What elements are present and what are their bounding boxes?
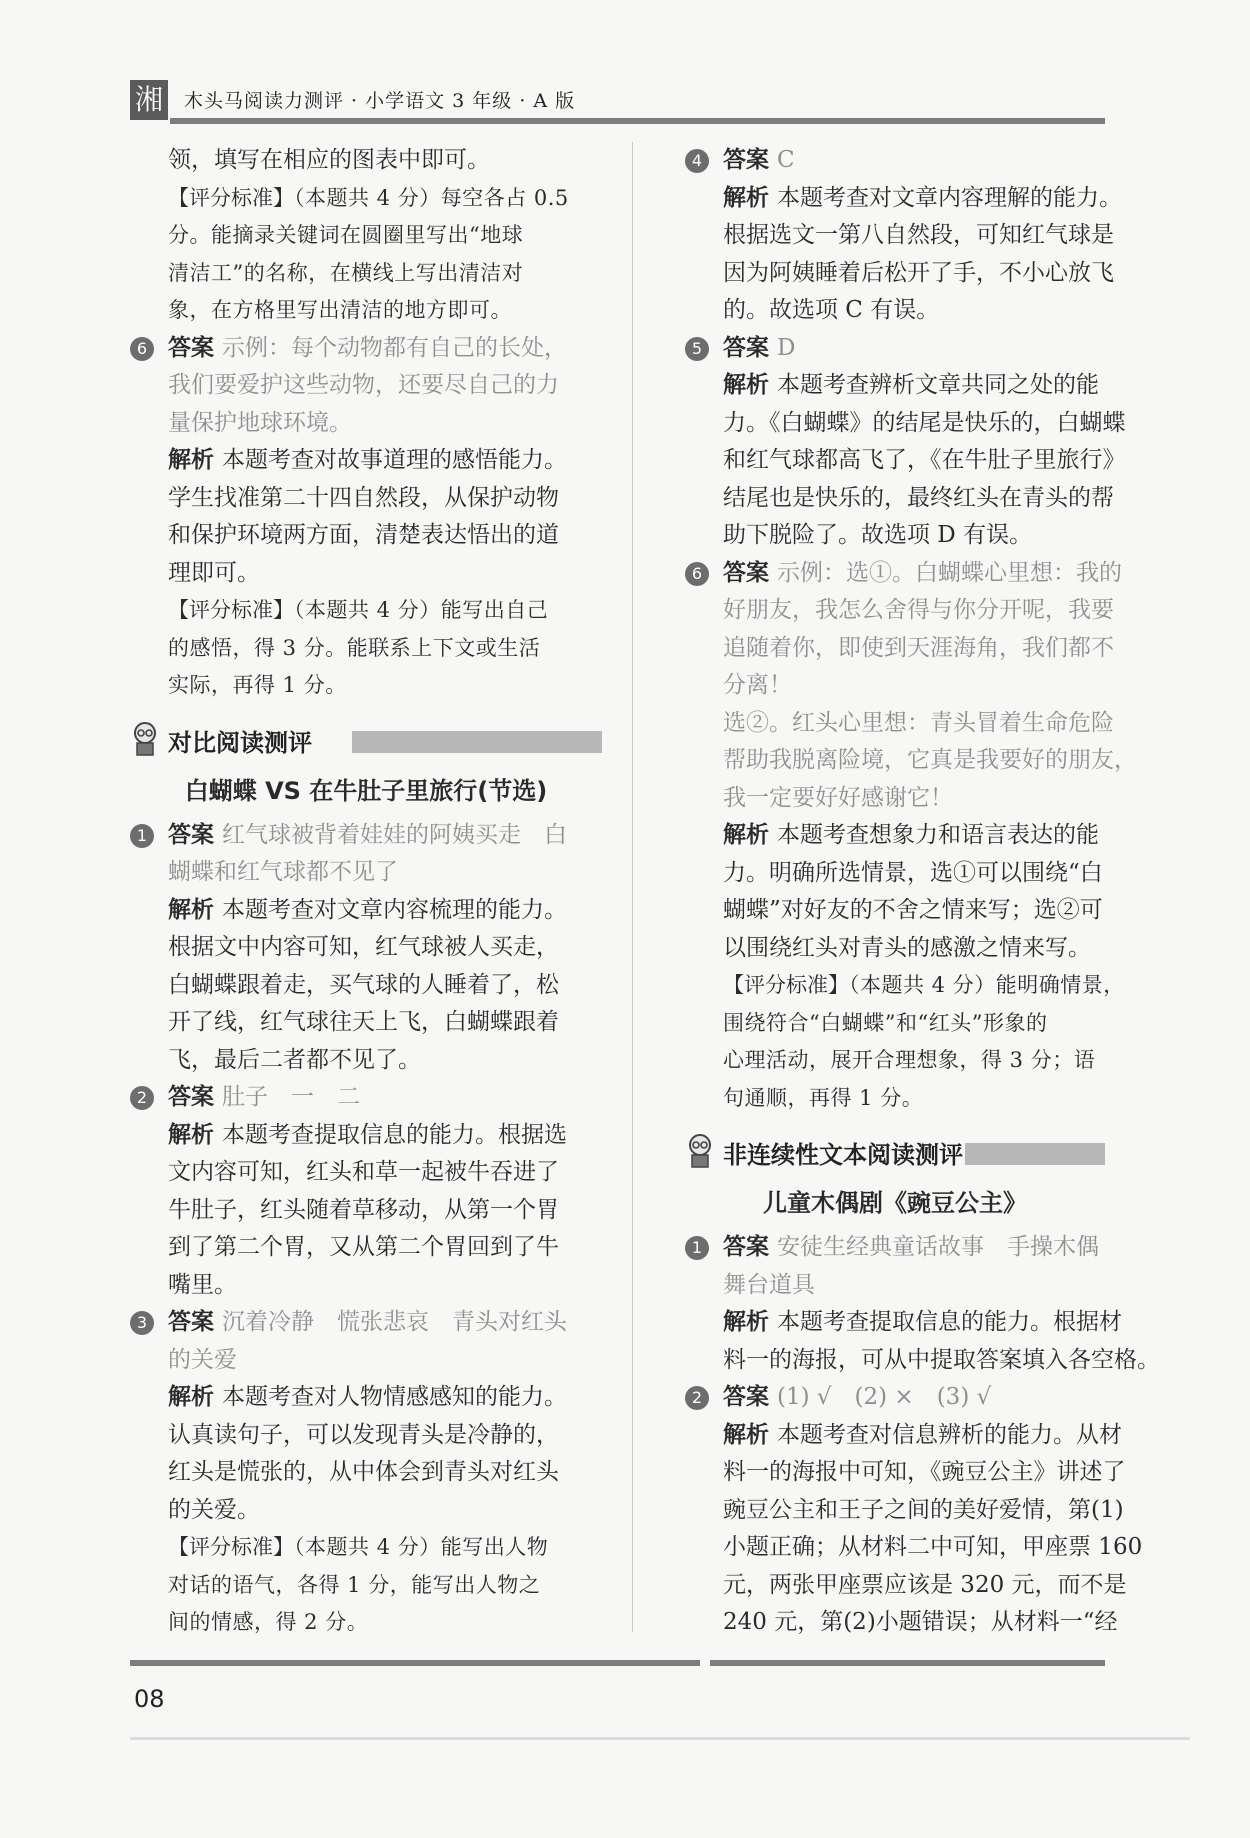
question-number-badge: 6 (685, 562, 709, 586)
analysis-line: 根据文中内容可知，红气球被人买走， (168, 934, 559, 960)
analysis-line (685, 817, 1105, 855)
analysis-line: 元，两张甲座票应该是 320 元，而不是 (723, 1571, 1127, 1598)
analysis-line: 以围绕红头对青头的感激之情来写。 (723, 934, 1091, 961)
analysis-line: 嘴里。 (168, 1271, 237, 1298)
analysis-label: 解析 (168, 1121, 214, 1148)
analysis-text: 本题考查提取信息的能力。根据材 (777, 1309, 1122, 1335)
header-rule (170, 118, 1105, 124)
standard-line: 句通顺，再得 1 分。 (723, 1085, 924, 1110)
section-header (685, 1131, 1105, 1175)
question-number-badge: 1 (685, 1236, 709, 1260)
standard-label: 【评分标准】 (168, 185, 294, 210)
analysis-line: 助下脱险了。故选项 D 有误。 (723, 522, 1033, 548)
answer-line (130, 330, 602, 368)
analysis-line: 牛肚子，红头随着草移动，从第一个胃 (168, 1196, 559, 1223)
answer-line (685, 1229, 1105, 1267)
analysis-line: 到了第二个胃，又从第二个胃回到了牛 (168, 1234, 559, 1260)
page-edge (130, 1737, 1190, 1740)
answer-text: 沉着冷静 慌张悲哀 青头对红头 (222, 1309, 567, 1335)
analysis-line: 根据选文一第八自然段，可知红气球是 (723, 222, 1114, 248)
section-title: 非连续性文本阅读测评 (723, 1141, 963, 1169)
analysis-line: 的。故选项 C 有误。 (723, 297, 940, 323)
standard-line: 清洁工”的名称，在横线上写出清洁对 (168, 260, 524, 285)
question-6-right (685, 555, 1137, 1118)
answer-line: 分离！ (723, 672, 792, 698)
answer-line (130, 1304, 602, 1342)
analysis-line: 豌豆公主和王子之间的美好爱情，第(1) (723, 1496, 1124, 1523)
question-number-badge: 6 (130, 337, 154, 361)
analysis-line (130, 1117, 602, 1155)
left-column (130, 142, 602, 1642)
analysis-line: 小题正确；从材料二中可知，甲座票 160 (723, 1534, 1143, 1560)
standard-line: 实际，再得 1 分。 (168, 673, 347, 697)
standard-label: 【评分标准】 (168, 598, 294, 622)
question-number-badge: 1 (130, 824, 154, 848)
answer-line: 舞台道具 (723, 1271, 815, 1298)
analysis-line: 文内容可知，红头和草一起被牛吞进了 (168, 1159, 559, 1185)
answer-text: 安徒生经典童话故事 手操木偶 (777, 1234, 1099, 1260)
answer-text: 红气球被背着娃娃的阿姨买走 白 (222, 821, 567, 848)
question-number-badge: 2 (130, 1086, 154, 1110)
question-6 (130, 330, 602, 705)
analysis-line (685, 180, 1122, 218)
analysis-line: 认真读句子，可以发现青头是冷静的， (168, 1421, 559, 1448)
analysis-line: 理即可。 (168, 559, 260, 586)
standard-text: （本题共 4 分）能写出自己 (294, 598, 549, 622)
footer-rule (130, 1660, 700, 1666)
analysis-line: 开了线，红气球往天上飞，白蝴蝶跟着 (168, 1009, 559, 1035)
analysis-line: 白蝴蝶跟着走，买气球的人睡着了，松 (168, 971, 559, 998)
answer-label: 答案 (723, 1234, 769, 1260)
answer-line: 好朋友，我怎么舍得与你分开呢，我要 (723, 597, 1114, 623)
analysis-line (685, 1417, 1122, 1455)
analysis-text: 本题考查辨析文章共同之处的能 (777, 372, 1099, 398)
analysis-line: 的关爱。 (168, 1496, 260, 1523)
answer-text: 示例：每个动物都有自己的长处， (222, 334, 567, 361)
analysis-text: 本题考查对文章内容梳理的能力。 (222, 896, 567, 923)
answer-line: 我一定要好好感谢它！ (723, 784, 953, 811)
analysis-text: 本题考查对人物情感感知的能力。 (222, 1384, 567, 1410)
section-bar (965, 1143, 1105, 1165)
answer-line: 量保护地球环境。 (168, 409, 352, 436)
answer-line (685, 555, 1122, 593)
standard-line: 象，在方格里写出清洁的地方即可。 (168, 298, 512, 322)
analysis-text: 本题考查对故事道理的感悟能力。 (222, 447, 567, 473)
analysis-text: 本题考查对信息辨析的能力。从材 (777, 1421, 1122, 1448)
question-5 (685, 330, 1126, 555)
standard-line: 间的情感，得 2 分。 (168, 1610, 369, 1634)
text-line: 领，填写在相应的图表中即可。 (168, 147, 490, 173)
footer-rule (710, 1660, 1105, 1666)
analysis-text: 本题考查提取信息的能力。根据选 (222, 1121, 567, 1148)
analysis-label: 解析 (723, 822, 769, 848)
answer-line: 我们要爱护这些动物，还要尽自己的力 (168, 372, 559, 398)
question-n2 (685, 1379, 1143, 1642)
standard-label: 【评分标准】 (168, 1535, 294, 1559)
answer-label: 答案 (723, 334, 769, 361)
analysis-label: 解析 (723, 1421, 769, 1448)
answer-line (685, 1379, 1105, 1417)
analysis-text: 本题考查对文章内容理解的能力。 (777, 184, 1122, 211)
answer-text: (1) √ (2) × (3) √ (777, 1384, 992, 1410)
question-1 (130, 817, 602, 1080)
standard-text: （本题共 4 分）能写出人物 (294, 1535, 549, 1559)
analysis-line: 料一的海报，可从中提取答案填入各空格。 (723, 1346, 1160, 1373)
standard-line (685, 967, 1125, 1005)
analysis-line (130, 442, 602, 480)
standard-line: 心理活动，展开合理想象，得 3 分；语 (723, 1048, 1096, 1072)
standard-line (130, 180, 602, 218)
answer-line (685, 142, 1105, 180)
analysis-label: 解析 (723, 184, 769, 211)
header-title: 木头马阅读力测评 · 小学语文 3 年级 · A 版 (184, 90, 576, 112)
question-number-badge: 2 (685, 1386, 709, 1410)
answer-label: 答案 (723, 559, 769, 586)
analysis-line: 和保护环境两方面，清楚表达悟出的道 (168, 522, 559, 548)
page-number: 08 (134, 1685, 165, 1713)
standard-label: 【评分标准】 (723, 973, 849, 997)
reader-mascot-icon (685, 1133, 715, 1169)
answer-line (130, 817, 602, 855)
answer-label: 答案 (168, 1084, 214, 1110)
analysis-line: 240 元，第(2)小题错误；从材料一“经 (723, 1609, 1118, 1635)
question-number-badge: 3 (130, 1311, 154, 1335)
analysis-line (130, 892, 602, 930)
answer-label: 答案 (168, 821, 214, 848)
standard-line (130, 592, 602, 630)
standard-line: 分。能摘录关键词在圆圈里写出“地球 (168, 223, 524, 247)
answer-line: 追随着你，即使到天涯海角，我们都不 (723, 634, 1114, 661)
answer-line: 的关爱 (168, 1346, 237, 1373)
analysis-label: 解析 (168, 896, 214, 923)
question-4 (685, 142, 1122, 330)
article-title: 白蝴蝶 VS 在牛肚子里旅行(节选) (184, 776, 548, 805)
article-title: 儿童木偶剧《豌豆公主》 (763, 1189, 1027, 1217)
answer-label: 答案 (168, 334, 214, 361)
answer-text: C (777, 147, 795, 173)
analysis-line: 蝴蝶”对好友的不舍之情来写；选②可 (723, 897, 1103, 923)
standard-text: （本题共 4 分）每空各占 0.5 (294, 185, 569, 210)
analysis-line: 料一的海报中可知，《豌豆公主》讲述了 (723, 1459, 1126, 1485)
analysis-line: 飞，最后二者都不见了。 (168, 1046, 421, 1073)
analysis-text: 本题考查想象力和语言表达的能 (777, 822, 1099, 848)
answer-label: 答案 (168, 1309, 214, 1335)
header-mark: 湘 (130, 80, 168, 120)
question-2 (130, 1079, 602, 1304)
analysis-label: 解析 (168, 1384, 214, 1410)
analysis-line: 红头是慌张的，从中体会到青头对红头 (168, 1459, 559, 1485)
answer-line: 帮助我脱离险境，它真是我要好的朋友， (723, 747, 1137, 773)
analysis-line (130, 1379, 602, 1417)
analysis-label: 解析 (723, 372, 769, 398)
answer-line (685, 330, 1105, 368)
reader-mascot-icon (130, 721, 160, 757)
question-3 (130, 1304, 602, 1642)
section-title: 对比阅读测评 (168, 728, 312, 757)
section-bar (352, 731, 602, 753)
standard-text: （本题共 4 分）能明确情景， (849, 973, 1125, 997)
answer-label: 答案 (723, 1384, 769, 1410)
analysis-line (685, 367, 1105, 405)
answer-text: 示例：选①。白蝴蝶心里想：我的 (777, 559, 1122, 586)
analysis-label: 解析 (168, 447, 214, 473)
answer-line: 选②。红头心里想：青头冒着生命危险 (723, 709, 1114, 736)
standard-line: 围绕符合“白蝴蝶”和“红头”形象的 (723, 1010, 1048, 1035)
analysis-line: 力。明确所选情景，选①可以围绕“白 (723, 859, 1103, 886)
analysis-line: 学生找准第二十四自然段，从保护动物 (168, 484, 559, 511)
answer-text: 肚子 一 二 (222, 1084, 360, 1110)
section-header (130, 719, 602, 763)
answer-line: 蝴蝶和红气球都不见了 (168, 859, 398, 885)
standard-line: 的感悟，得 3 分。能联系上下文或生活 (168, 635, 541, 660)
standard-line (130, 1529, 602, 1567)
right-column (685, 142, 1160, 1642)
analysis-line: 结尾也是快乐的，最终红头在青头的帮 (723, 484, 1114, 511)
answer-line (130, 1079, 602, 1117)
analysis-line: 力。《白蝴蝶》的结尾是快乐的，白蝴蝶 (723, 409, 1126, 436)
answer-label: 答案 (723, 147, 769, 173)
question-number-badge: 5 (685, 337, 709, 361)
answer-text: D (777, 334, 796, 361)
analysis-line (685, 1304, 1122, 1342)
analysis-line: 因为阿姨睡着后松开了手，不小心放飞 (723, 259, 1114, 286)
standard-line: 对话的语气，各得 1 分，能写出人物之 (168, 1572, 541, 1597)
analysis-label: 解析 (723, 1309, 769, 1335)
analysis-line: 和红气球都高飞了，《在牛肚子里旅行》 (723, 447, 1126, 473)
column-divider (632, 142, 633, 1632)
question-number-badge: 4 (685, 149, 709, 173)
question-n1 (685, 1229, 1160, 1379)
